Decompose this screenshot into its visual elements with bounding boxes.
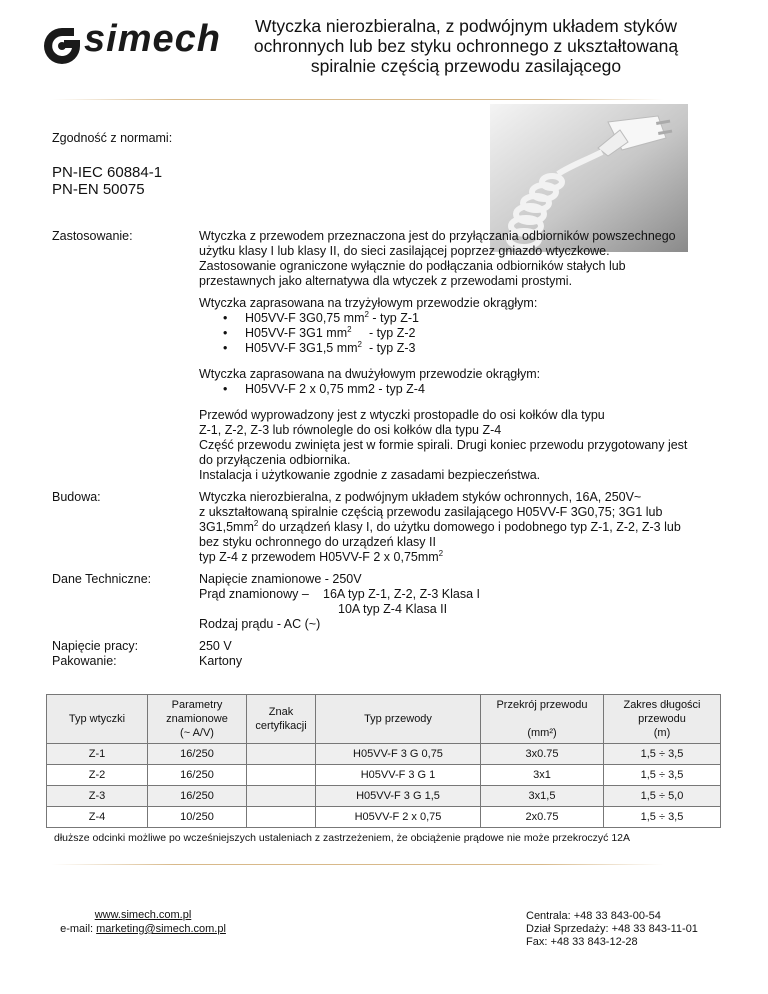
section-label-construction: Budowa: [52, 490, 101, 504]
table-cell: H05VV-F 3 G 1 [316, 765, 481, 786]
header-cell: Przekrój przewodu (mm²) [481, 695, 604, 744]
text-line: Część przewodu zwinięta jest w formie spirali. Drugi koniec przewodu przygotowany jest [199, 438, 688, 452]
text-line: $3G1,5mm^2$ do urządzeń klasy I, do użytku domowego i podobnego typ Z-1, Z-2, Z-3 lub [199, 518, 681, 534]
footnote: dłuższe odcinki możliwe po wcześniejszych ustaleniach z zastrzeżeniem, że obciążenie prądowe nie może przekroczyć 12A [54, 832, 631, 844]
packaging-value: Kartony [199, 654, 243, 668]
table-cell: H05VV-F 3 G 1,5 [316, 786, 481, 807]
text-line: Instalacja i użytkowanie zgodnie z zasadami bezpieczeństwa. [199, 468, 541, 482]
phone-sales: Dział Sprzedaży: +48 33 843-11-01 [526, 923, 698, 935]
table-cell: 16/250 [148, 765, 247, 786]
construction-text [199, 490, 719, 565]
two-core-block [199, 367, 719, 397]
section-label-technical: Dane Techniczne: [52, 572, 152, 586]
application-text [199, 229, 719, 289]
voltage-line: Napięcie znamionowe - 250V [199, 572, 362, 586]
list-item: • H05VV-F 3G1,5 $mm^2$ - typ Z-3 [199, 341, 719, 356]
brand-name: simech [84, 18, 221, 60]
table-cell: 3x1 [481, 765, 604, 786]
text-line: użytku klasy I lub klasy II, do sieci zasilającej poprzez gniazdo wtyczkowe. [199, 244, 610, 258]
norm-item: PN-IEC 60884-1 [52, 164, 163, 181]
text-line: Wtyczka nierozbieralna, z podwójnym układem styków ochronnych, 16A, 250V~ [199, 490, 642, 504]
list-item: • H05VV-F 3G1 $mm^2$ - typ Z-2 [199, 326, 719, 341]
table-row [47, 765, 721, 786]
table-cell: 1,5 ÷ 5,0 [604, 786, 721, 807]
norms-label: Zgodność z normami: [52, 131, 173, 145]
current-line-2: 10A typ Z-4 Klasa II [338, 602, 448, 616]
text-line: typ Z-4 z przewodem H05VV-F 2 x $0,75mm^2$ [199, 548, 444, 564]
header-cell: Zakres długości przewodu (m) [604, 695, 721, 744]
norms-list [52, 164, 162, 198]
list-item: • H05VV-F 2 x 0,75 mm2 - typ Z-4 [199, 382, 719, 397]
table-cell: 3x0.75 [481, 744, 604, 765]
header-cell: Parametry znamionowe (~ A/V) [148, 695, 247, 744]
current-line: Prąd znamionowy – 16A typ Z-1, Z-2, Z-3 Klasa I [199, 587, 481, 601]
three-core-heading: Wtyczka zaprasowana na trzyżyłowym przewodzie okrągłym: [199, 296, 538, 310]
spec-table [46, 694, 721, 828]
header-divider [52, 99, 664, 100]
table-cell: 16/250 [148, 786, 247, 807]
three-core-block [199, 296, 719, 356]
phone-central: Centrala: +48 33 843-00-54 [526, 910, 661, 922]
footer-contact-web [50, 908, 236, 936]
page-title [236, 16, 696, 76]
technical-text [199, 572, 719, 632]
text-line: Z-1, Z-2, Z-3 lub równolegle do osi kołków dla typu Z-4 [199, 423, 502, 437]
packaging-label: Pakowanie: [52, 654, 117, 668]
fax: Fax: +48 33 843-12-28 [526, 936, 638, 948]
table-cell: Z-4 [47, 807, 148, 828]
text-line: bez styku ochronnego do urządzeń klasy II [199, 535, 436, 549]
table-header-row [47, 695, 721, 744]
table-cell: Z-1 [47, 744, 148, 765]
website-link[interactable]: www.simech.com.pl [94, 909, 192, 921]
title-line: ochronnych lub bez styku ochronnego z ukształtowaną [253, 36, 679, 56]
table-cell: Z-3 [47, 786, 148, 807]
header-cell: Typ przewody [316, 695, 481, 744]
table-cell: 1,5 ÷ 3,5 [604, 765, 721, 786]
header-cell: Typ wtyczki [47, 695, 148, 744]
table-cell: H05VV-F 3 G 0,75 [316, 744, 481, 765]
work-voltage-value: 250 V [199, 639, 232, 653]
table-cell: H05VV-F 2 x 0,75 [316, 807, 481, 828]
text-line: Wtyczka z przewodem przeznaczona jest do przyłączania odbiorników powszechnego [199, 229, 676, 243]
table-cell [247, 807, 316, 828]
text-line: Przewód wyprowadzony jest z wtyczki prostopadle do osi kołków dla typu [199, 408, 605, 422]
table-row [47, 786, 721, 807]
table-cell [247, 786, 316, 807]
two-core-heading: Wtyczka zaprasowana na dwużyłowym przewodzie okrągłym: [199, 367, 541, 381]
current-kind: Rodzaj prądu - AC (~) [199, 617, 321, 631]
table-row [47, 807, 721, 828]
work-voltage-label: Napięcie pracy: [52, 639, 139, 653]
three-core-list [199, 311, 719, 356]
text-line: Zastosowanie ograniczone wyłącznie do podłączania odbiorników stałych lub [199, 259, 626, 273]
email-label: e-mail: [60, 923, 97, 935]
table-cell: 10/250 [148, 807, 247, 828]
list-item: • H05VV-F 3G0,75 $mm^2$ - typ Z-1 [199, 311, 719, 326]
table-cell: 16/250 [148, 744, 247, 765]
text-line: do przyłączenia odbiornika. [199, 453, 351, 467]
title-line: Wtyczka nierozbieralna, z podwójnym układem styków [254, 16, 678, 36]
section-label-application: Zastosowanie: [52, 229, 133, 243]
norm-item: PN-EN 50075 [52, 181, 145, 198]
text-line: przestawnych jako alternatywa dla wtyczek z przewodami prostymi. [199, 274, 573, 288]
notes-block [199, 408, 729, 483]
email-link[interactable]: marketing@simech.com.pl [96, 923, 226, 935]
table-cell: Z-2 [47, 765, 148, 786]
table-cell: 3x1,5 [481, 786, 604, 807]
table-cell: 2x0.75 [481, 807, 604, 828]
text-line: z ukształtowaną spiralnie częścią przewodu zasilającego H05VV-F 3G0,75; 3G1 lub [199, 505, 663, 519]
table-cell: 1,5 ÷ 3,5 [604, 807, 721, 828]
table-cell [247, 765, 316, 786]
two-core-list [199, 382, 719, 397]
header-cell: Znak certyfikacji [247, 695, 316, 744]
table-row [47, 744, 721, 765]
footer-divider [52, 864, 664, 865]
table-cell [247, 744, 316, 765]
table-cell: 1,5 ÷ 3,5 [604, 744, 721, 765]
footer-contact-phone [526, 910, 698, 949]
title-line: spiralnie częścią przewodu zasilającego [310, 56, 622, 76]
